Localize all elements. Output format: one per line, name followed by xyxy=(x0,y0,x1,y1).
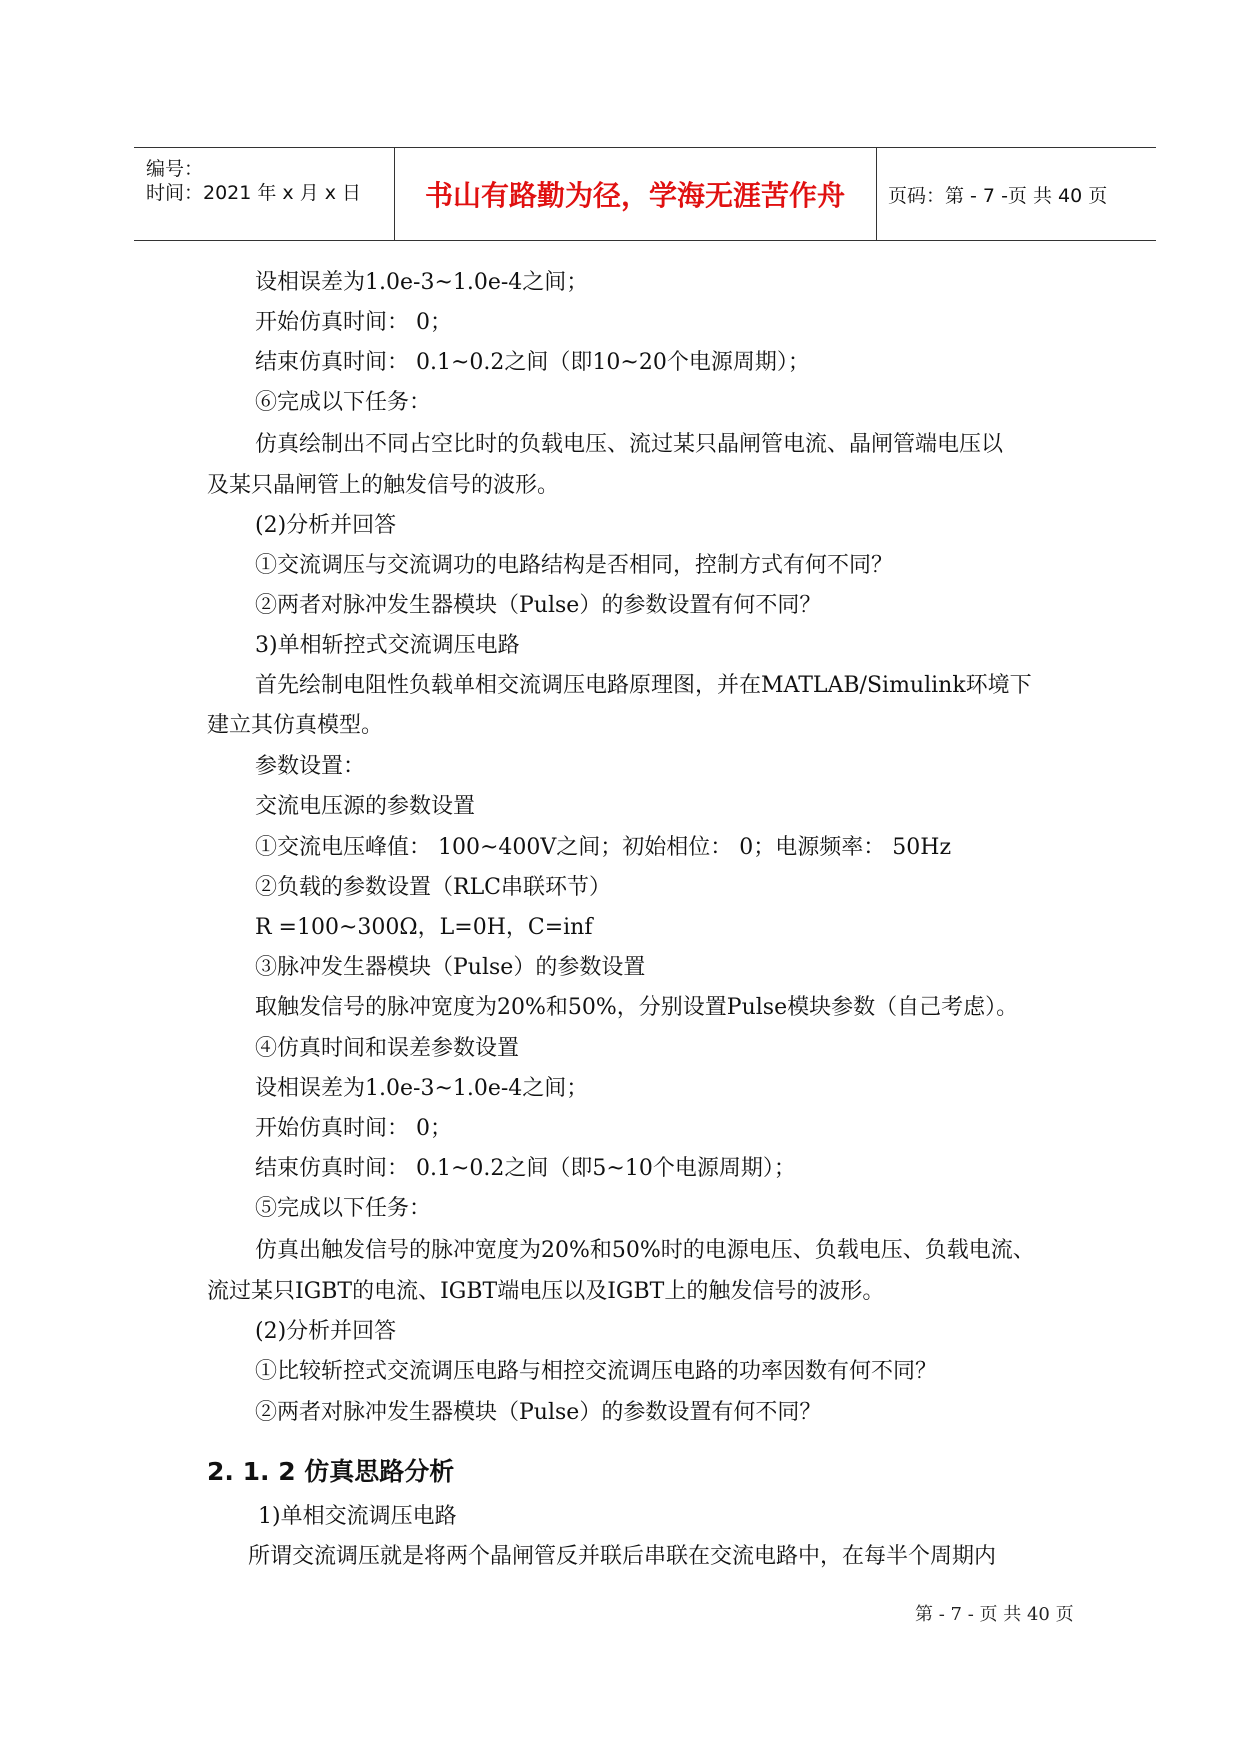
body-line: ②负载的参数设置（RLC串联环节） xyxy=(255,875,612,900)
section-heading: 2. 1. 2 仿真思路分析 xyxy=(207,1457,455,1486)
body-line: 设相误差为1.0e-3~1.0e-4之间； xyxy=(255,270,589,295)
body-line: 开始仿真时间： 0； xyxy=(255,1116,452,1141)
page-footer: 第 - 7 - 页 共 40 页 xyxy=(915,1604,1074,1625)
body-line: 结束仿真时间： 0.1~0.2之间（即10~20个电源周期）； xyxy=(255,350,810,375)
body-line: ③脉冲发生器模块（Pulse）的参数设置 xyxy=(255,955,646,980)
body-line: 所谓交流调压就是将两个晶闸管反并联后串联在交流电路中，在每半个周期内 xyxy=(248,1544,997,1569)
body-line: ⑥完成以下任务： xyxy=(255,390,432,415)
body-line: 参数设置： xyxy=(255,754,366,779)
body-line: 开始仿真时间： 0； xyxy=(255,310,452,335)
body-line: 仿真出触发信号的脉冲宽度为20%和50%时的电源电压、负载电压、负载电流、 xyxy=(255,1238,1035,1263)
body-line: ④仿真时间和误差参数设置 xyxy=(255,1036,520,1061)
body-line: 3)单相斩控式交流调压电路 xyxy=(255,633,520,658)
body-line: ⑤完成以下任务： xyxy=(255,1196,432,1221)
body-line: 流过某只IGBT的电流、IGBT端电压以及IGBT上的触发信号的波形。 xyxy=(207,1279,885,1304)
header-meta-cell xyxy=(134,148,395,240)
body-line: 及某只晶闸管上的触发信号的波形。 xyxy=(207,473,560,498)
header-page-info: 页码：第 - 7 -页 共 40 页 xyxy=(888,184,1108,207)
body-line: (2)分析并回答 xyxy=(255,513,397,538)
page-header xyxy=(134,147,1156,241)
body-line: 仿真绘制出不同占空比时的负载电压、流过某只晶闸管电流、晶闸管端电压以 xyxy=(255,432,1004,457)
body-line: ②两者对脉冲发生器模块（Pulse）的参数设置有何不同？ xyxy=(255,1400,822,1425)
body-line: 1)单相交流调压电路 xyxy=(258,1504,457,1529)
body-line: 交流电压源的参数设置 xyxy=(255,794,476,819)
header-page-info-cell xyxy=(876,148,1156,240)
document-id-label: 编号： xyxy=(146,158,204,180)
body-line: 设相误差为1.0e-3~1.0e-4之间； xyxy=(255,1076,589,1101)
body-line: ②两者对脉冲发生器模块（Pulse）的参数设置有何不同？ xyxy=(255,593,822,618)
body-line: ①比较斩控式交流调压电路与相控交流调压电路的功率因数有何不同？ xyxy=(255,1359,938,1384)
body-line: ①交流调压与交流调功的电路结构是否相同，控制方式有何不同？ xyxy=(255,553,894,578)
body-line: (2)分析并回答 xyxy=(255,1319,397,1344)
body-line: 取触发信号的脉冲宽度为20%和50%，分别设置Pulse模块参数（自己考虑）。 xyxy=(255,995,1019,1020)
body-line: 结束仿真时间： 0.1~0.2之间（即5~10个电源周期）； xyxy=(255,1156,796,1181)
document-time-label: 时间：2021 年 x 月 x 日 xyxy=(146,182,362,204)
body-line: 首先绘制电阻性负载单相交流调压电路原理图，并在MATLAB/Simulink环境下 xyxy=(255,673,1032,698)
body-line: R =100~300Ω，L=0H，C=inf xyxy=(255,915,593,940)
body-line: 建立其仿真模型。 xyxy=(207,713,384,738)
header-slogan: 书山有路勤为径，学海无涯苦作舟 xyxy=(394,148,877,240)
body-line: ①交流电压峰值： 100~400V之间；初始相位： 0；电源频率： 50Hz xyxy=(255,835,952,860)
